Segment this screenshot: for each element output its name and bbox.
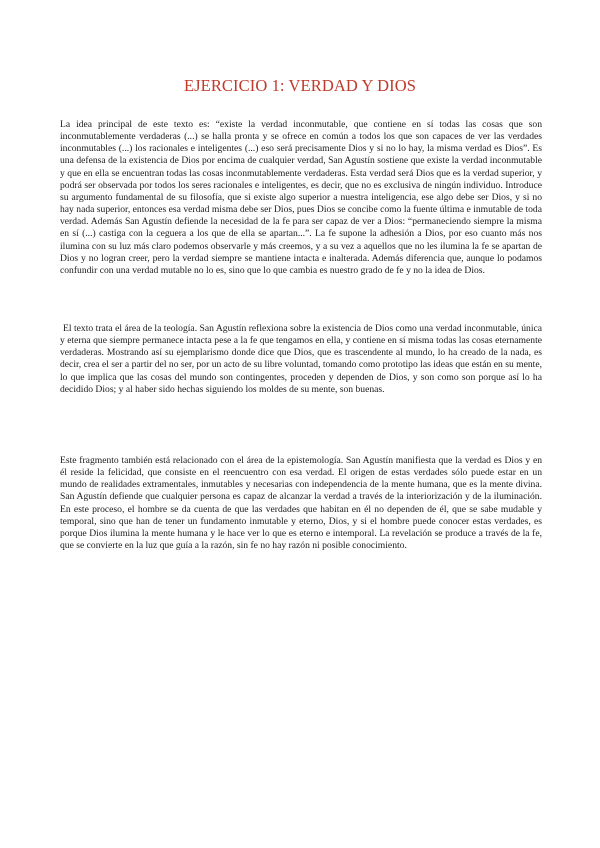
paragraph-theology: El texto trata el área de la teología. San Agustín reflexiona sobre la existencia de Dios como una verdad inconmutable, única y eterna que siempre permanece intacta pese a la fe que tengamos en ella, y contiene en sí misma todas las cosas eternamente verdaderas. Mostrando así su ejemplarismo donde dice que Dios, que es trascendente al mundo, lo ha creado de la nada, es decir, crea el ser a partir del no ser, por un acto de su libre voluntad, tomando como prototipo las ideas que están en su mente, lo que implica que las cosas del mundo son contingentes, proceden y dependen de Dios, y son como son porque así lo ha decidido Dios; y al haber sido hechas siguiendo los moldes de su mente, son buenas. xyxy=(60,323,542,395)
paragraph-main-idea: La idea principal de este texto es: “existe la verdad inconmutable, que contiene en sí todas las cosas que son inconmutablemente verdaderas (...) se halla pronta y se ofrece en común a todos los que son capaces de ver las verdades inconmutables (...) los racionales e inteligentes (...) eso será precisamente Dios y si no lo hay, la misma verdad es Dios”. Es una defensa de la existencia de Dios por encima de cualquier verdad, San Agustín sostiene que existe la verdad inconmutable y que en ella se encuentran todas las cosas inconmutablemente verdaderas. Esta verdad será Dios que es la verdad superior, y podrá ser observada por todos los seres racionales e inteligentes, es decir, que no es exclusiva de ningún individuo. Introduce su argumento fundamental de su filosofía, que si existe algo superior a nuestra inteligencia, ese algo debe ser Dios, y si no hay nada superior, entonces esa verdad misma debe ser Dios, pues Dios se concibe como la fuente última e inmutable de toda verdad. Además San Agustín defiende la necesidad de la fe para ser capaz de ver a Dios: “permaneciendo siempre la misma en sí (...) castiga con la ceguera a los que de ella se apartan...”. La fe supone la adhesión a Dios, por eso cuanto más nos ilumina con su luz más claro podemos observarle y más creemos, y a su vez a aquellos que no les ilumina la fe se apartan de Dios y no logran creer, pero la verdad siempre se mantiene intacta e inalterada. Además diferencia que, aunque lo podamos confundir con una verdad mutable no lo es, sino que lo que cambia es nuestro grado de fe y no la idea de Dios. xyxy=(60,119,542,276)
paragraph-epistemology: Este fragmento también está relacionado con el área de la epistemología. San Agustín manifiesta que la verdad es Dios y en él reside la felicidad, que consiste en el reencuentro con esa verdad. El origen de estas verdades sólo puede estar en un mundo de realidades extramentales, inmutables y necesarias con independencia de la mente humana, que es la mente divina. San Agustín defiende que cualquier persona es capaz de alcanzar la verdad a través de la interiorización y de la iluminación. En este proceso, el hombre se da cuenta de que las verdades que habitan en él no dependen de él, que se sabe mudable y temporal, sino que han de tener un fundamento inmutable y eterno, Dios, y si el hombre puede conocer estas verdades, es porque Dios ilumina la mente humana y le hace ver lo que es eterno e intemporal. La revelación se produce a través de la fe, que se convierte en la luz que guía a la razón, sin fe no hay razón ni posible conocimiento. xyxy=(60,455,542,552)
page-title: EJERCICIO 1: VERDAD Y DIOS xyxy=(183,76,417,95)
